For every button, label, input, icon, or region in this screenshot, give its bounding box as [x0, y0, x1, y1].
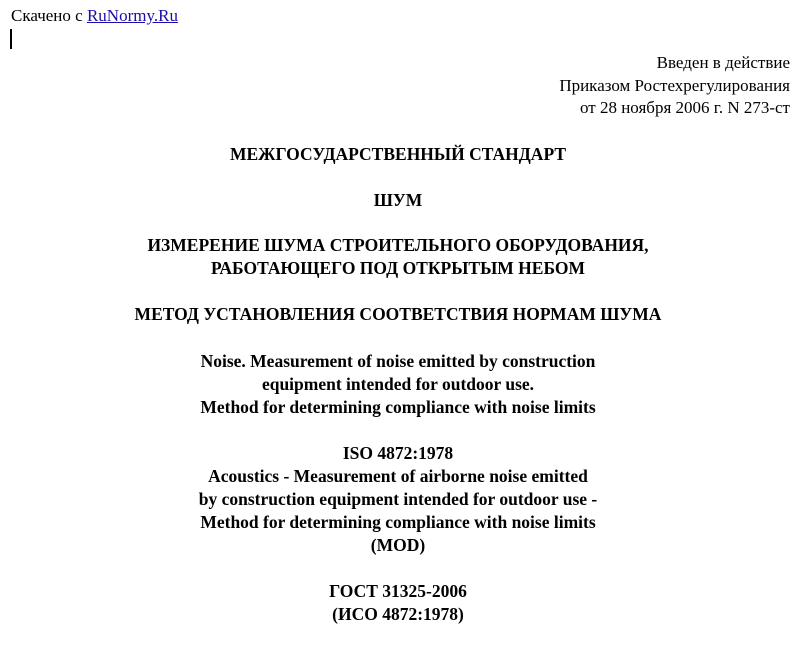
iso-modification-tag: (MOD) [370, 535, 426, 555]
english-title-line-3: Method for determining compliance with noise limits [200, 397, 596, 417]
subject-heading [0, 189, 796, 212]
iso-title-line-2: by construction equipment intended for outdoor use - [198, 489, 598, 509]
english-title-line-1: Noise. Measurement of noise emitted by construction [200, 351, 596, 371]
download-source-line [11, 6, 178, 26]
method-heading [0, 303, 796, 326]
runormy-link[interactable]: RuNormy.Ru [86, 6, 178, 25]
standard-name-heading [0, 234, 796, 280]
text-cursor [10, 29, 12, 49]
standard-name-line-2: РАБОТАЮЩЕГО ПОД ОТКРЫТЫМ НЕБОМ [210, 258, 586, 278]
gost-code: ГОСТ 31325-2006 [329, 581, 467, 601]
iso-title-line-1: Acoustics - Measurement of airborne noise emitted [208, 466, 588, 486]
iso-reference-block [0, 442, 796, 557]
iso-title-line-3: Method for determining compliance with noise limits [200, 512, 596, 532]
enactment-note [559, 52, 790, 120]
download-prefix: Скачено с [11, 6, 87, 25]
english-title-block [0, 350, 796, 419]
gost-designation-block [0, 580, 796, 626]
standard-name-line-1: ИЗМЕРЕНИЕ ШУМА СТРОИТЕЛЬНОГО ОБОРУДОВАНИЯ, [147, 235, 649, 255]
standard-type: МЕЖГОСУДАРСТВЕННЫЙ СТАНДАРТ [229, 144, 567, 164]
standard-type-heading [0, 143, 796, 166]
subject: ШУМ [373, 190, 423, 210]
english-title-line-2: equipment intended for outdoor use. [261, 374, 535, 394]
enactment-line-2: Приказом Ростехрегулирования [559, 75, 790, 95]
enactment-line-3: от 28 ноября 2006 г. N 273-ст [580, 98, 790, 117]
iso-code: ISO 4872:1978 [342, 443, 454, 463]
enactment-line-1: Введен в действие [656, 53, 790, 72]
gost-iso-reference: (ИСО 4872:1978) [332, 604, 464, 624]
method-title: МЕТОД УСТАНОВЛЕНИЯ СООТВЕТСТВИЯ НОРМАМ ШУМА [134, 304, 662, 324]
